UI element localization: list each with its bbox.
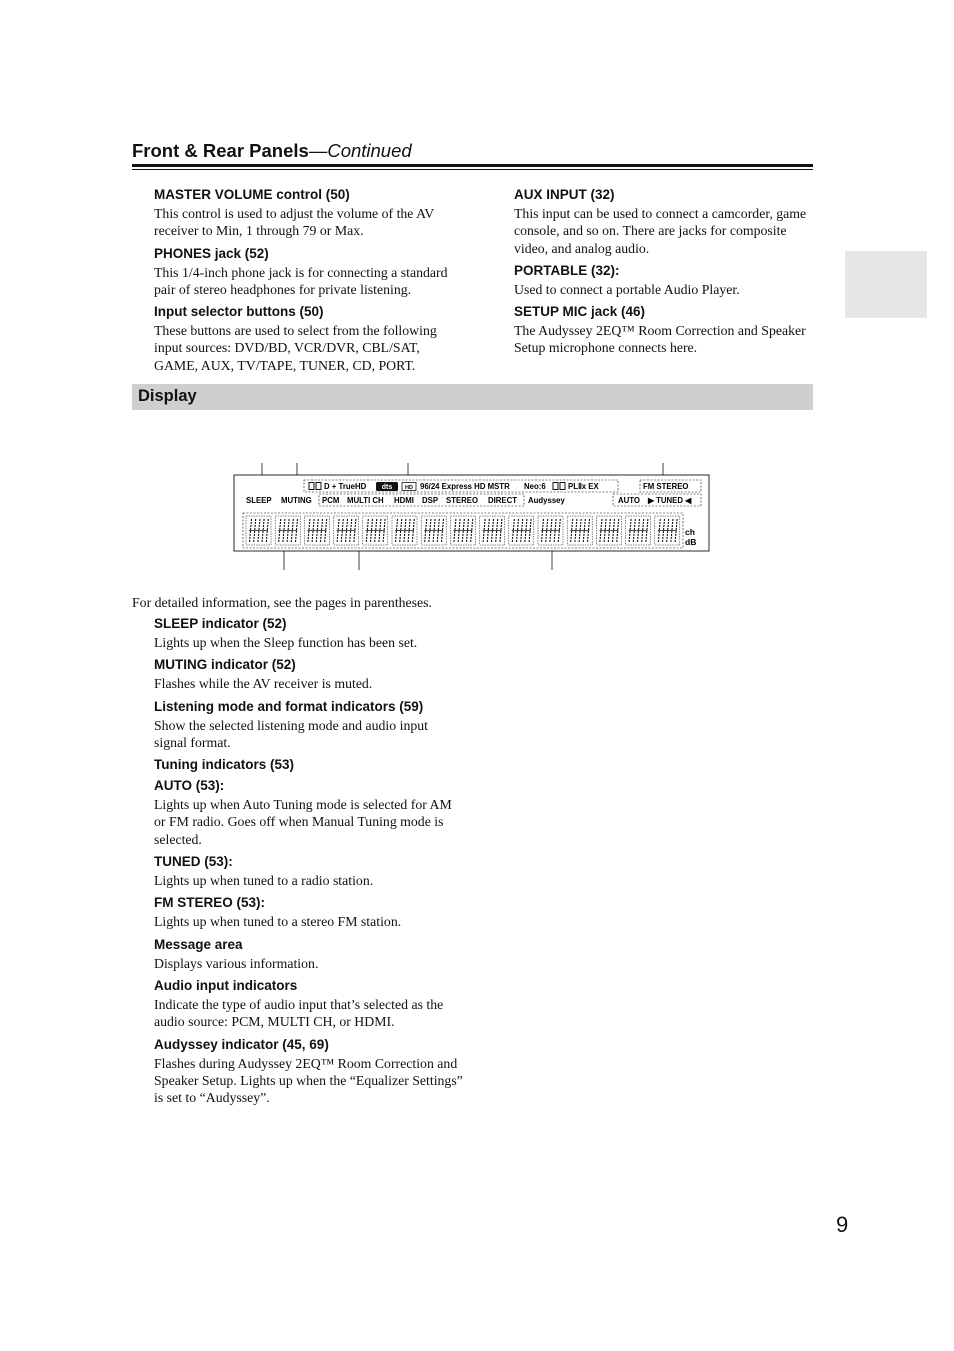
side-thumb-tab: [845, 251, 927, 318]
pcm-label: PCM: [322, 496, 340, 505]
display-indicator-list: [154, 615, 464, 1111]
page-number: 9: [836, 1212, 849, 1237]
item-body: This input can be used to connect a camcorder, game console, and so on. There are jacks for composite video, and analog audio.: [514, 206, 807, 256]
item-heading: AUX INPUT (32): [514, 187, 615, 202]
item-sleep-indicator: [154, 615, 464, 651]
item-body: Lights up when Auto Tuning mode is selected for AM or FM radio. Goes off when Manual Tuning mode is selected.: [154, 797, 452, 847]
item-audio-input: [154, 977, 464, 1031]
right-column: [514, 186, 814, 362]
item-heading: Input selector buttons (50): [154, 304, 324, 320]
item-body: This control is used to adjust the volume of the AV receiver to Min, 1 through 79 or Max.: [154, 206, 435, 239]
item-setup-mic: [514, 303, 814, 357]
item-body: Used to connect a portable Audio Player.: [514, 281, 740, 297]
item-body: Lights up when tuned to a stereo FM station.: [154, 914, 402, 930]
item-body: These buttons are used to select from the following input sources: DVD/BD, VCR/DVR, CBL/SAT, GAME, AUX, TV/TAPE, TUNER, CD, PORT.: [154, 323, 437, 373]
dd-truehd-label: D + TrueHD: [324, 482, 367, 491]
display-panel-figure: [230, 458, 715, 573]
header-continued: —Continued: [308, 140, 412, 161]
item-heading: TUNED (53):: [154, 854, 233, 870]
hd-logo-text: HD: [405, 485, 413, 491]
item-heading: MUTING indicator (52): [154, 657, 296, 673]
item-heading: Listening mode and format indicators (59): [154, 698, 424, 714]
section-bar-display: [132, 384, 813, 410]
item-heading: MASTER VOLUME control (50): [154, 187, 350, 202]
stereo-label: STEREO: [446, 496, 479, 505]
item-body: This 1/4-inch phone jack is for connecting a standard pair of stereo headphones for private listening.: [154, 264, 448, 297]
item-heading: PHONES jack (52): [154, 245, 269, 261]
item-fm-stereo: [154, 894, 464, 930]
item-body: Flashes while the AV receiver is muted.: [154, 676, 373, 692]
intro-text: For detailed information, see the pages in parentheses.: [132, 595, 432, 610]
item-muting-indicator: [154, 656, 464, 692]
hdmi-label: HDMI: [394, 496, 414, 505]
item-heading: Message area: [154, 936, 243, 952]
page-header-title: [132, 140, 412, 162]
auto-label: AUTO: [618, 496, 640, 505]
header-title-text: Front & Rear Panels: [132, 140, 309, 161]
item-body: Lights up when the Sleep function has been set.: [154, 635, 418, 650]
section-title: Display: [138, 387, 197, 405]
tuned-label: ▶ TUNED ◀: [648, 496, 692, 505]
item-input-selector: [154, 303, 454, 374]
item-body: The Audyssey 2EQ™ Room Correction and Speaker Setup microphone connects here.: [514, 323, 806, 356]
db-label: dB: [685, 537, 697, 547]
item-heading: AUTO (53):: [154, 778, 225, 794]
item-heading: SLEEP indicator (52): [154, 616, 287, 631]
item-body: Flashes during Audyssey 2EQ™ Room Correction and Speaker Setup. Lights up when the “Equalizer Settings” is set to “Audyssey”.: [154, 1055, 463, 1106]
item-tuning-indicators: [154, 756, 464, 773]
header-rule-thick: [132, 164, 813, 167]
item-aux-input: [514, 186, 814, 257]
muting-label: MUTING: [281, 496, 312, 505]
item-heading: SETUP MIC jack (46): [514, 304, 646, 320]
audyssey-label: Audyssey: [528, 496, 565, 505]
item-auto: [154, 777, 464, 848]
dts-logo-icon: [376, 482, 398, 491]
header-rule-thin: [132, 169, 813, 170]
pl2-label: PLⅡx EX: [568, 482, 599, 491]
item-body: Show the selected listening mode and audio input signal format.: [154, 717, 428, 750]
direct-label: DIRECT: [488, 496, 518, 505]
sleep-label: SLEEP: [246, 496, 272, 505]
item-heading: FM STEREO (53):: [154, 895, 266, 911]
neo6-label: Neo:6: [524, 482, 546, 491]
item-heading: Tuning indicators (53): [154, 757, 295, 773]
format-line-label: 96/24 Express HD MSTR: [420, 482, 510, 491]
item-heading: Audio input indicators: [154, 977, 298, 993]
item-audyssey: [154, 1036, 464, 1107]
item-body: Displays various information.: [154, 955, 319, 971]
item-phones-jack: [154, 245, 454, 299]
dsp-label: DSP: [422, 496, 439, 505]
dts-logo-text: dts: [381, 484, 393, 491]
item-message-area: [154, 936, 464, 972]
item-body: Lights up when tuned to a radio station.: [154, 873, 374, 889]
multi-ch-label: MULTI CH: [347, 496, 384, 505]
item-listening-mode: [154, 698, 464, 752]
item-portable: [514, 262, 814, 298]
ch-label: ch: [685, 527, 695, 537]
item-heading: Audyssey indicator (45, 69): [154, 1036, 329, 1052]
item-master-volume: [154, 186, 454, 240]
left-column: [154, 186, 454, 379]
item-heading: PORTABLE (32):: [514, 262, 620, 278]
item-body: Indicate the type of audio input that’s selected as the audio source: PCM, MULTI CH, or HDMI.: [154, 996, 444, 1030]
item-tuned: [154, 853, 464, 889]
fm-stereo-label: FM STEREO: [643, 482, 689, 491]
